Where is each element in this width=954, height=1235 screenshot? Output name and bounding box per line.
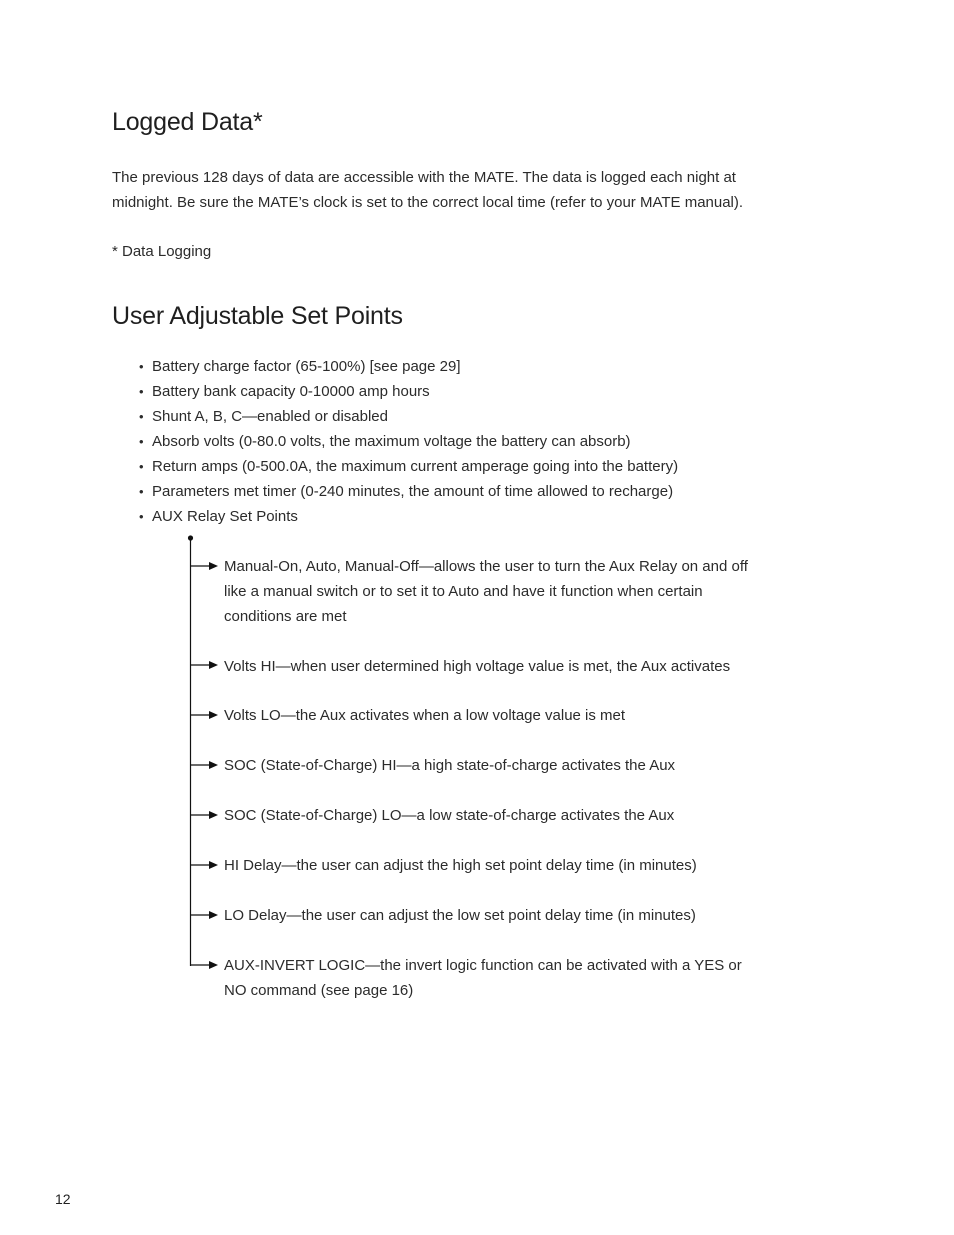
arrow-icon [191, 811, 219, 819]
arrow-icon [191, 911, 219, 919]
arrow-icon [191, 861, 219, 869]
aux-tree-connector [180, 530, 230, 975]
aux-item-manual-auto: Manual-On, Auto, Manual-Off—allows the user to turn the Aux Relay on and off like a manual switch or to set it to Auto and have it function when certain conditions are met [224, 558, 748, 625]
list-item [138, 429, 678, 454]
list-item-text: Battery charge factor (65-100%) [see page 29] [152, 358, 461, 375]
list-item-text: Shunt A, B, C—enabled or disabled [152, 408, 388, 425]
bullet-icon: • [139, 459, 144, 474]
bullet-icon: • [139, 434, 144, 449]
list-item [138, 379, 678, 404]
arrow-icon [191, 961, 219, 969]
bullet-icon: • [139, 509, 144, 524]
aux-item-soc-lo: SOC (State-of-Charge) LO—a low state-of-charge activates the Aux [224, 807, 675, 824]
arrow-icon [191, 761, 219, 769]
bullet-icon: • [139, 384, 144, 399]
arrow-icon [191, 661, 219, 669]
set-points-heading: User Adjustable Set Points [112, 302, 403, 330]
bullet-icon: • [139, 409, 144, 424]
aux-item-lo-delay: LO Delay—the user can adjust the low set point delay time (in minutes) [224, 907, 696, 924]
aux-item-hi-delay: HI Delay—the user can adjust the high set point delay time (in minutes) [224, 857, 697, 874]
list-item-text: Absorb volts (0-80.0 volts, the maximum voltage the battery can absorb) [152, 433, 631, 450]
list-item [138, 354, 678, 379]
aux-item-invert-logic: AUX-INVERT LOGIC—the invert logic function can be activated with a YES or NO command (see page 16) [224, 957, 742, 999]
data-logging-footnote: * Data Logging [112, 243, 212, 260]
list-item [138, 504, 678, 529]
aux-item-soc-hi: SOC (State-of-Charge) HI—a high state-of-charge activates the Aux [224, 757, 676, 774]
arrow-icon [191, 711, 219, 719]
arrow-icon [191, 562, 219, 570]
aux-item-volts-hi: Volts HI—when user determined high voltage value is met, the Aux activates [224, 658, 731, 675]
list-item-text: AUX Relay Set Points [152, 508, 298, 525]
bullet-icon: • [139, 359, 144, 374]
logged-data-paragraph: The previous 128 days of data are accessible with the MATE. The data is logged each night at midnight. Be sure the MATE’s clock is set to the correct local time (refer to your MATE manual). [112, 169, 744, 211]
list-item [138, 404, 678, 429]
list-item [138, 479, 678, 504]
list-item-text: Parameters met timer (0-240 minutes, the amount of time allowed to recharge) [152, 483, 674, 500]
list-item-text: Return amps (0-500.0A, the maximum current amperage going into the battery) [152, 458, 679, 475]
list-item-text: Battery bank capacity 0-10000 amp hours [152, 383, 430, 400]
list-item [138, 454, 678, 479]
bullet-icon: • [139, 484, 144, 499]
aux-item-volts-lo: Volts LO—the Aux activates when a low voltage value is met [224, 707, 626, 724]
set-points-list [138, 354, 678, 529]
logged-data-heading: Logged Data* [112, 108, 263, 136]
page-number: 12 [55, 1191, 71, 1207]
